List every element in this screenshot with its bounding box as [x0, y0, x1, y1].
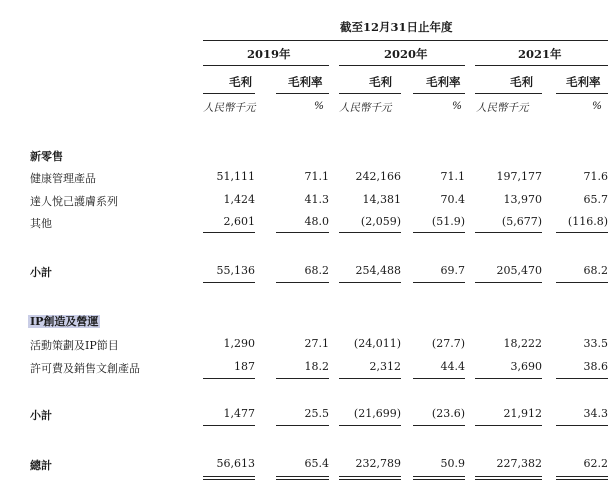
- double-rule: [203, 479, 255, 480]
- cell: 1,290: [223, 337, 255, 350]
- cell: (2,059): [360, 215, 401, 228]
- rule: [203, 425, 255, 426]
- cell: 55,136: [216, 264, 255, 277]
- rule: [413, 232, 465, 233]
- section-title-ip: [30, 313, 100, 329]
- unit-rmb-2019: 人民幣千元: [203, 102, 256, 114]
- cell: 13,970: [503, 193, 542, 206]
- cell: 205,470: [496, 264, 542, 277]
- cell: 27.1: [304, 337, 329, 350]
- row-label: 活動策劃及IP節目: [30, 339, 119, 352]
- year-underline-2019: [203, 65, 329, 66]
- cell: 187: [234, 360, 255, 373]
- col-underline-6: [556, 93, 608, 94]
- cell: (21,699): [353, 407, 401, 420]
- cell: 1,424: [223, 193, 255, 206]
- double-rule: [556, 479, 608, 480]
- double-rule: [413, 479, 465, 480]
- cell: 71.6: [583, 170, 608, 183]
- rule: [556, 232, 608, 233]
- cell: 38.6: [583, 360, 608, 373]
- rule: [339, 378, 401, 379]
- cell: 197,177: [496, 170, 542, 183]
- cell: 44.4: [440, 360, 465, 373]
- cell: 71.1: [440, 170, 465, 183]
- cell: (27.7): [431, 337, 465, 350]
- row-label: 其他: [30, 217, 52, 230]
- col-margin-2020: 毛利率: [426, 75, 461, 89]
- rule: [203, 282, 255, 283]
- rule: [475, 425, 542, 426]
- double-rule: [556, 476, 608, 477]
- double-rule: [339, 479, 401, 480]
- rule: [413, 282, 465, 283]
- cell: 71.1: [304, 170, 329, 183]
- rule: [276, 378, 329, 379]
- row-label: 許可費及銷售文創產品: [30, 362, 140, 375]
- col-underline-4: [413, 93, 465, 94]
- row-label: 小計: [30, 409, 52, 422]
- cell: 254,488: [355, 264, 401, 277]
- cell: (116.8): [567, 215, 608, 228]
- rule: [475, 282, 542, 283]
- cell: 14,381: [362, 193, 401, 206]
- rule: [556, 425, 608, 426]
- rule: [203, 232, 255, 233]
- year-2021: 2021年: [518, 47, 562, 61]
- cell: 18.2: [304, 360, 329, 373]
- cell: 242,166: [355, 170, 401, 183]
- rule: [276, 282, 329, 283]
- col-gross-profit-2020: 毛利: [369, 75, 392, 89]
- rule: [475, 378, 542, 379]
- rule: [276, 232, 329, 233]
- cell: 65.7: [583, 193, 608, 206]
- rule: [203, 378, 255, 379]
- rule: [556, 378, 608, 379]
- unit-rmb-2020: 人民幣千元: [339, 102, 392, 114]
- cell: 34.3: [583, 407, 608, 420]
- row-label: 達人悅己護膚系列: [30, 195, 118, 208]
- cell: 62.2: [583, 457, 608, 470]
- col-gross-profit-2021: 毛利: [510, 75, 533, 89]
- cell: 56,613: [216, 457, 255, 470]
- cell: 41.3: [304, 193, 329, 206]
- rule: [339, 282, 401, 283]
- cell: 70.4: [440, 193, 465, 206]
- rule: [339, 232, 401, 233]
- cell: 18,222: [503, 337, 542, 350]
- double-rule: [475, 476, 542, 477]
- rule: [413, 425, 465, 426]
- cell: 33.5: [583, 337, 608, 350]
- double-rule: [339, 476, 401, 477]
- cell: 68.2: [304, 264, 329, 277]
- cell: 48.0: [304, 215, 329, 228]
- cell: 3,690: [510, 360, 542, 373]
- double-rule: [276, 476, 329, 477]
- col-underline-5: [475, 93, 542, 94]
- period-underline: [203, 40, 608, 41]
- col-margin-2021: 毛利率: [566, 75, 601, 89]
- rule: [413, 378, 465, 379]
- cell: 227,382: [496, 457, 542, 470]
- year-2019: 2019年: [247, 47, 291, 61]
- rule: [556, 282, 608, 283]
- cell: (23.6): [431, 407, 465, 420]
- unit-rmb-2021: 人民幣千元: [476, 102, 529, 114]
- cell: 68.2: [583, 264, 608, 277]
- double-rule: [276, 479, 329, 480]
- cell: 65.4: [304, 457, 329, 470]
- cell: 69.7: [440, 264, 465, 277]
- col-gross-profit-2019: 毛利: [229, 75, 252, 89]
- period-title: 截至12月31日止年度: [340, 20, 453, 34]
- row-label: 小計: [30, 266, 52, 279]
- cell: 1,477: [223, 407, 255, 420]
- year-underline-2020: [339, 65, 465, 66]
- section-title-new-retail: 新零售: [30, 150, 63, 163]
- col-underline-3: [339, 93, 401, 94]
- cell: (24,011): [353, 337, 401, 350]
- col-margin-2019: 毛利率: [288, 75, 323, 89]
- unit-pct-2021: %: [592, 100, 602, 112]
- row-label: 健康管理產品: [30, 172, 96, 185]
- double-rule: [203, 476, 255, 477]
- col-underline-2: [276, 93, 329, 94]
- section-title-ip-text: IP創造及營運: [30, 315, 99, 328]
- cell: 50.9: [440, 457, 465, 470]
- double-rule: [475, 479, 542, 480]
- year-2020: 2020年: [384, 47, 428, 61]
- rule: [276, 425, 329, 426]
- cell: 2,601: [223, 215, 255, 228]
- rule: [475, 232, 542, 233]
- cell: 21,912: [503, 407, 542, 420]
- col-underline-1: [203, 93, 255, 94]
- unit-pct-2020: %: [452, 100, 462, 112]
- rule: [339, 425, 401, 426]
- cell: 51,111: [216, 170, 255, 183]
- cell: 2,312: [369, 360, 401, 373]
- cell: (5,677): [501, 215, 542, 228]
- cell: 232,789: [355, 457, 401, 470]
- row-label: 總計: [30, 459, 52, 472]
- unit-pct-2019: %: [314, 100, 324, 112]
- cell: 25.5: [304, 407, 329, 420]
- year-underline-2021: [475, 65, 608, 66]
- cell: (51.9): [431, 215, 465, 228]
- double-rule: [413, 476, 465, 477]
